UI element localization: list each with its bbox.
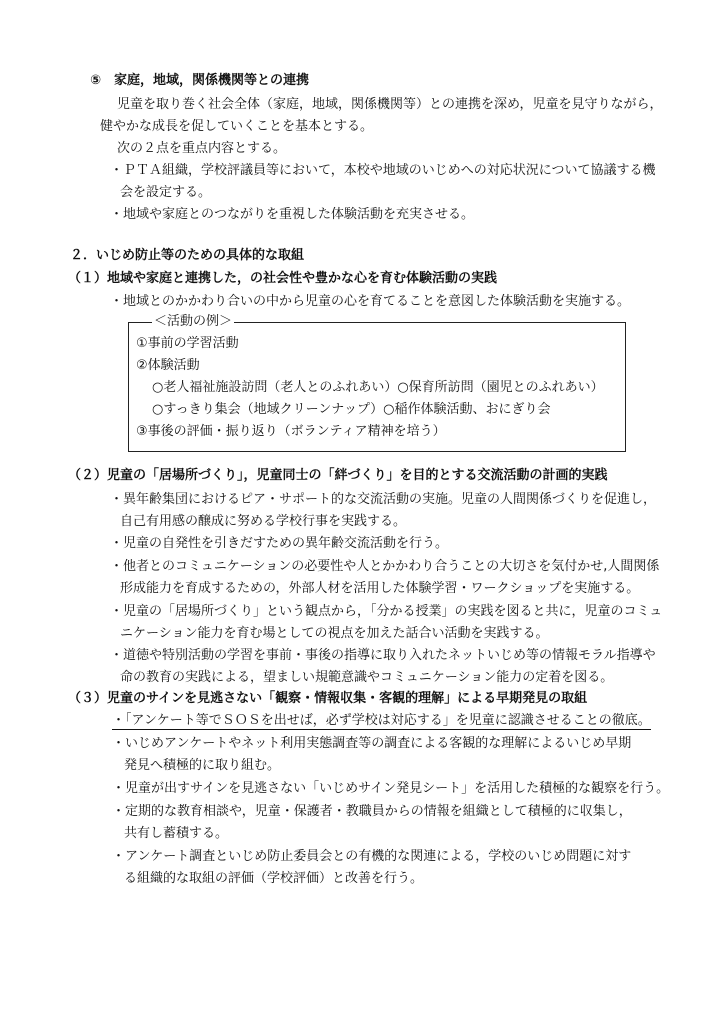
subsection-2-bullet-1-line-1: ・異年齢集団におけるピア・サポート的な交流活動の実施。児童の人間関係づくりを促進し， xyxy=(110,492,657,507)
example-line-2: ②体験活動 xyxy=(136,358,200,373)
subsection-1-heading: （１）地域や家庭と連携した，の社会性や豊かな心を育む体験活動の実践 xyxy=(68,271,498,286)
subsection-1-bullet-1: ・地域とのかかわり合いの中から児童の心を育てることを意図した体験活動を実施する。 xyxy=(110,294,631,309)
section-5-para-line-3: 次の２点を重点内容とする。 xyxy=(117,141,287,156)
example-line-1: ①事前の学習活動 xyxy=(136,336,239,351)
activity-examples-title: ＜活動の例＞ xyxy=(154,314,233,329)
example-line-3: ○老人福祉施設訪問（老人とのふれあい）○保育所訪問（園児とのふれあい） xyxy=(152,380,604,395)
subsection-3-bullet-4-line-1: ・定期的な教育相談や，児童・保護者・教職員からの情報を組織として積極的に収集し， xyxy=(112,804,632,819)
subsection-2-bullet-1-line-2: 自己有用感の醸成に努める学校行事を実践する。 xyxy=(120,514,407,529)
subsection-3-bullet-3: ・児童が出すサインを見逃さない「いじめサイン発見シート」を活用した積極的な観察を行う。 xyxy=(112,781,670,796)
subsection-3-bullet-2-line-1: ・いじめアンケートやネット利用実態調査等の調査による客観的な理解によるいじめ早期 xyxy=(112,736,632,751)
subsection-3-bullet-5-line-2: る組織的な取組の評価（学校評価）と改善を行う。 xyxy=(124,871,424,886)
subsection-2-bullet-4-line-1: ・児童の「居場所づくり」という観点から，「分かる授業」の実践を図ると共に，児童のコミュ xyxy=(110,604,663,619)
section-5-heading: ⑤ 家庭，地域，関係機関等との連携 xyxy=(90,73,310,88)
subsection-2-bullet-3-line-2: 形成能力を育成するための，外部人材を活用した体験学習・ワークショップを実施する。 xyxy=(120,581,640,596)
subsection-3-bullet-4-line-2: 共有し蓄積する。 xyxy=(124,826,229,841)
section-5-para-line-1: 児童を取り巻く社会全体（家庭，地域，関係機関等）との連携を深め，児童を見守りながら， xyxy=(117,97,663,112)
subsection-2-heading: （２）児童の「居場所づくり」，児童同士の「絆づくり」を目的とする交流活動の計画的実践 xyxy=(68,468,608,483)
subsection-3-bullet-1: ・「アンケート等でＳＯＳを出せば，必ず学校は対応する」を児童に認識させることの徹底。 xyxy=(112,713,651,728)
subsection-2-bullet-3-line-1: ・他者とのコミュニケーションの必要性や人とかかわり合うことの大切さを気付かせ,人間関係 xyxy=(110,559,660,574)
example-line-5: ③事後の評価・振り返り（ボランティア精神を培う） xyxy=(136,424,446,439)
section-5-para-line-2: 健やかな成長を促していくことを基本とする。 xyxy=(100,119,374,134)
subsection-2-bullet-5-line-1: ・道徳や特別活動の学習を事前・事後の指導に取り入れたネットいじめ等の情報モラル指導や xyxy=(110,648,656,663)
section-5-bullet-2: ・地域や家庭とのつながりを重視した体験活動を充実させる。 xyxy=(110,207,475,222)
example-line-4: ○すっきり集会（地域クリーンナップ）○稲作体験活動、おにぎり会 xyxy=(152,402,551,417)
subsection-2-bullet-2: ・児童の自発性を引きだすための異年齢交流活動を行う。 xyxy=(110,536,449,551)
section-2-heading: ２．いじめ防止等のための具体的な取組 xyxy=(70,248,305,263)
subsection-2-bullet-4-line-2: ニケーション能力を育む場としての視点を加えた話合い活動を実践する。 xyxy=(120,626,549,641)
subsection-3-bullet-2-line-2: 発見へ積極的に取り組む。 xyxy=(124,758,281,773)
subsection-2-bullet-5-line-2: 命の教育の実践による，望ましい規範意識やコミュニケーション能力の定着を図る。 xyxy=(120,670,614,685)
subsection-3-heading: （３）児童のサインを見逃さない「観察・情報収集・客観的理解」による早期発見の取組 xyxy=(68,691,588,706)
section-5-bullet-1-line-1: ・ＰＴＡ組織，学校評議員等において，本校や地域のいじめへの対応状況について協議する機 xyxy=(110,163,656,178)
subsection-3-bullet-5-line-1: ・アンケート調査といじめ防止委員会との有機的な関連による，学校のいじめ問題に対す xyxy=(112,849,632,864)
section-5-bullet-1-line-2: 会を設定する。 xyxy=(120,185,212,200)
